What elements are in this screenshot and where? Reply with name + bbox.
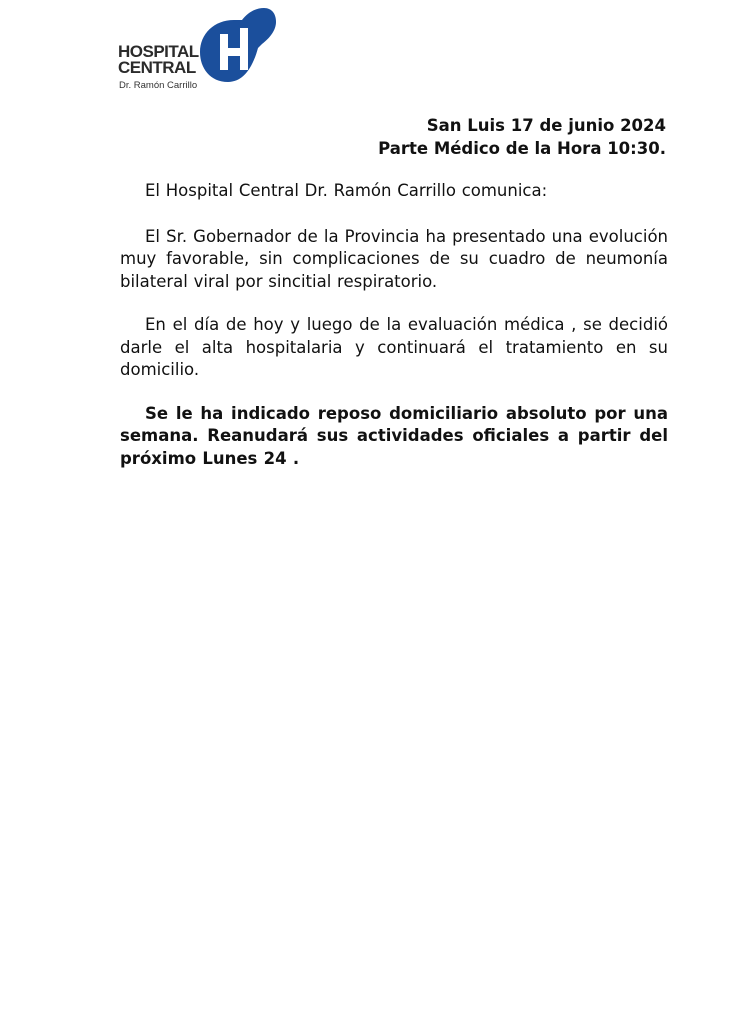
intro-paragraph: El Hospital Central Dr. Ramón Carrillo comunica: — [145, 181, 548, 200]
document-body — [120, 180, 668, 491]
date-line: San Luis 17 de junio 2024 — [426, 116, 666, 135]
paragraph-discharge: En el día de hoy y luego de la evaluación médica , se decidió darle el alta hospitalaria y continuará el tratamiento en su domicilio. — [120, 315, 668, 379]
logo-wordmark — [118, 44, 199, 76]
logo-line-2: CENTRAL — [118, 58, 196, 77]
date-block — [378, 114, 666, 160]
hospital-logo — [118, 8, 278, 90]
paragraph-evolution: El Sr. Gobernador de la Provincia ha presentado una evolución muy favorable, sin complicaciones de su cuadro de neumonía bilateral viral por sincitial respiratorio. — [120, 226, 668, 291]
logo-subtitle: Dr. Ramón Carrillo — [119, 80, 198, 91]
paragraph-rest: Se le ha indicado reposo domiciliario absoluto por una semana. Reanudará sus actividades oficiales a partir del próximo Lunes 24 . — [120, 403, 668, 468]
report-time-line: Parte Médico de la Hora 10:30. — [378, 139, 666, 158]
hospital-h-icon — [198, 8, 276, 84]
logo-line-1: HOSPITAL — [118, 42, 199, 61]
